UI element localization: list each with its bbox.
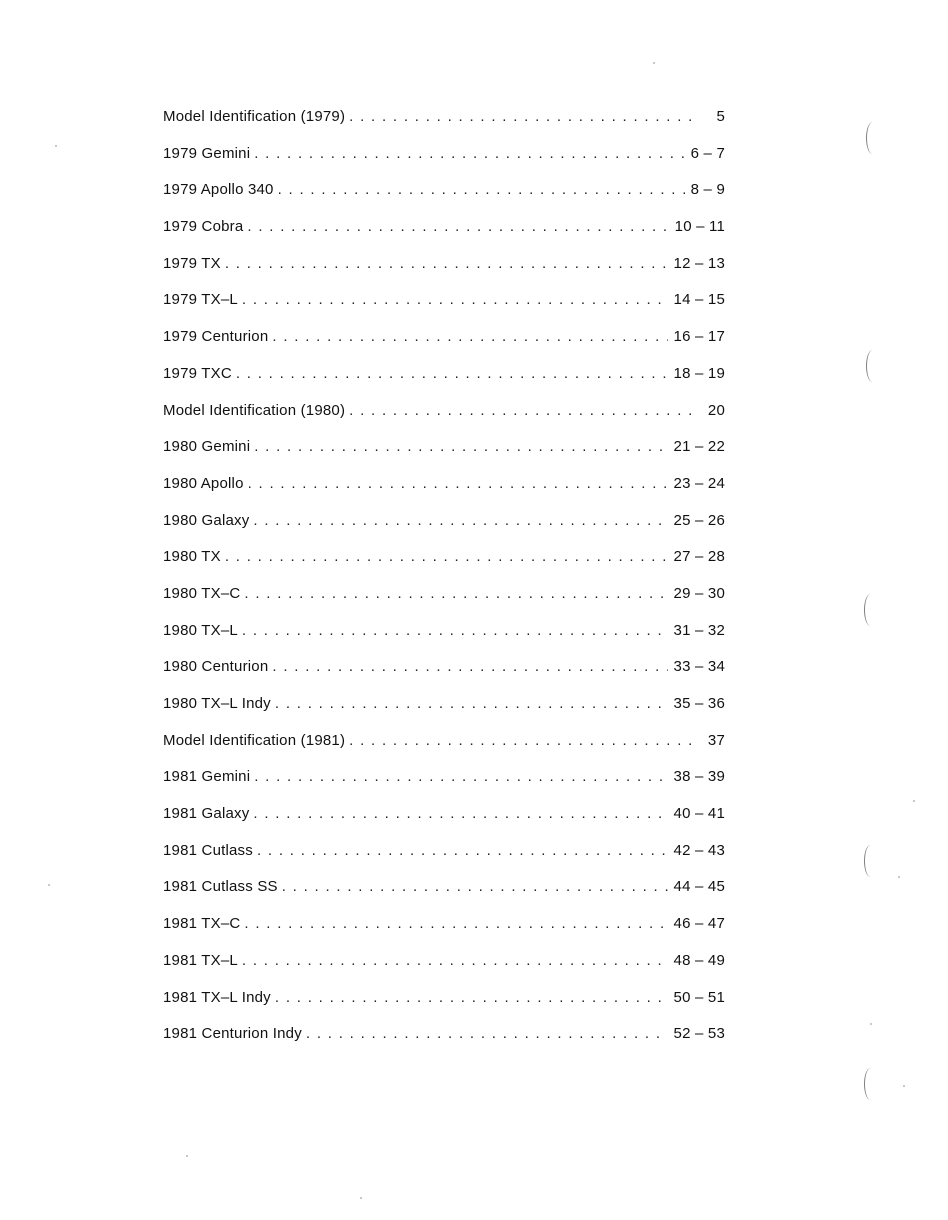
toc-entry-pages: 20 bbox=[707, 401, 725, 419]
toc-entry-title: 1979 Apollo 340 bbox=[163, 181, 274, 199]
toc-dot-leader bbox=[253, 805, 667, 822]
toc-dot-leader bbox=[244, 585, 667, 602]
toc-entry-pages: 33 – 34 bbox=[673, 658, 725, 676]
toc-entry bbox=[163, 291, 725, 328]
toc-entry bbox=[163, 989, 725, 1026]
toc-dot-leader bbox=[253, 512, 667, 529]
toc-entry bbox=[163, 842, 725, 879]
toc-entry-pages: 29 – 30 bbox=[673, 584, 725, 602]
toc-entry-title: 1981 TX–L Indy bbox=[163, 988, 271, 1006]
toc-entry-pages: 44 – 45 bbox=[673, 878, 725, 896]
toc-entry-pages: 12 – 13 bbox=[673, 254, 725, 272]
toc-dot-leader bbox=[282, 878, 668, 895]
toc-entry-title: 1980 Apollo bbox=[163, 474, 244, 492]
toc-entry-pages: 40 – 41 bbox=[673, 805, 725, 823]
toc-entry-title: 1980 TX–L Indy bbox=[163, 695, 271, 712]
scan-speck bbox=[653, 62, 655, 64]
toc-entry-title: Model Identification (1979) bbox=[163, 108, 346, 125]
toc-dot-leader bbox=[242, 952, 668, 969]
toc-entry bbox=[163, 915, 725, 952]
toc-entry bbox=[163, 768, 725, 805]
toc-entry bbox=[163, 512, 725, 549]
toc-entry-title: 1980 Centurion bbox=[163, 658, 269, 676]
toc-entry-title: 1981 TX–L bbox=[163, 951, 238, 969]
toc-entry bbox=[163, 1025, 725, 1062]
toc-dot-leader bbox=[275, 695, 668, 712]
toc-dot-leader bbox=[248, 475, 668, 492]
scan-speck bbox=[903, 1085, 905, 1087]
toc-entry bbox=[163, 548, 725, 585]
punch-hole-mark bbox=[866, 350, 879, 382]
toc-entry bbox=[163, 695, 725, 732]
toc-entry-pages: 14 – 15 bbox=[673, 291, 725, 309]
toc-entry bbox=[163, 438, 725, 475]
toc-entry bbox=[163, 805, 725, 842]
toc-entry bbox=[163, 622, 725, 659]
toc-dot-leader bbox=[278, 181, 685, 198]
toc-entry-title: 1981 Gemini bbox=[163, 768, 251, 786]
toc-entry-title: 1979 Gemini bbox=[163, 144, 251, 162]
toc-entry-title: 1980 Gemini bbox=[163, 438, 251, 456]
toc-dot-leader bbox=[349, 402, 699, 419]
punch-hole-mark bbox=[864, 845, 877, 877]
toc-dot-leader bbox=[272, 658, 667, 675]
toc-entry-title: 1979 Cobra bbox=[163, 218, 244, 236]
toc-entry-pages: 31 – 32 bbox=[673, 621, 725, 639]
toc-entry-pages: 50 – 51 bbox=[673, 988, 725, 1006]
scan-speck bbox=[48, 884, 50, 886]
scan-speck bbox=[870, 1023, 872, 1025]
toc-dot-leader bbox=[254, 768, 667, 785]
punch-hole-mark bbox=[864, 594, 877, 626]
toc-dot-leader bbox=[272, 328, 667, 345]
toc-dot-leader bbox=[225, 548, 668, 565]
toc-dot-leader bbox=[349, 108, 699, 125]
toc-entry-pages: 27 – 28 bbox=[673, 548, 725, 566]
toc-entry-title: 1981 TX–C bbox=[163, 915, 241, 933]
toc-entry bbox=[163, 218, 725, 255]
scan-speck bbox=[913, 800, 915, 802]
toc-dot-leader bbox=[349, 732, 699, 749]
toc-entry-title: 1981 Cutlass bbox=[163, 841, 253, 859]
toc-entry-pages: 46 – 47 bbox=[673, 915, 725, 933]
toc-entry bbox=[163, 475, 725, 512]
toc-dot-leader bbox=[275, 989, 668, 1006]
toc-entry bbox=[163, 878, 725, 915]
toc-dot-leader bbox=[242, 291, 668, 308]
toc-entry bbox=[163, 145, 725, 182]
toc-dot-leader bbox=[242, 622, 668, 639]
toc-entry-title: 1979 TX–L bbox=[163, 291, 238, 309]
toc-entry-title: 1979 TX bbox=[163, 254, 221, 272]
toc-dot-leader bbox=[225, 255, 668, 272]
toc-entry-pages: 18 – 19 bbox=[673, 364, 725, 382]
toc-entry bbox=[163, 585, 725, 622]
toc-entry-pages: 37 bbox=[707, 731, 725, 749]
toc-entry-title: 1981 Galaxy bbox=[163, 805, 250, 823]
toc-entry-title: 1979 Centurion bbox=[163, 328, 269, 346]
toc-entry-pages: 38 – 39 bbox=[673, 768, 725, 786]
toc-entry bbox=[163, 732, 725, 769]
toc-entry-title: Model Identification (1980) bbox=[163, 401, 346, 419]
toc-entry bbox=[163, 952, 725, 989]
toc-entry-title: 1980 Galaxy bbox=[163, 511, 250, 529]
toc-dot-leader bbox=[257, 842, 668, 859]
toc-entry-title: 1981 Centurion Indy bbox=[163, 1025, 302, 1043]
punch-hole-mark bbox=[866, 122, 879, 154]
toc-entry-pages: 42 – 43 bbox=[673, 841, 725, 859]
table-of-contents bbox=[163, 108, 725, 1062]
toc-entry bbox=[163, 658, 725, 695]
toc-entry-pages: 52 – 53 bbox=[673, 1025, 725, 1043]
toc-entry-pages: 25 – 26 bbox=[673, 511, 725, 529]
scan-speck bbox=[360, 1197, 362, 1199]
toc-entry-pages: 10 – 11 bbox=[674, 218, 725, 236]
toc-dot-leader bbox=[254, 438, 667, 455]
toc-dot-leader bbox=[306, 1025, 668, 1042]
toc-entry-title: 1980 TX bbox=[163, 548, 221, 566]
toc-entry-pages: 16 – 17 bbox=[673, 328, 725, 346]
toc-entry-pages: 23 – 24 bbox=[673, 474, 725, 492]
toc-entry bbox=[163, 402, 725, 439]
toc-entry bbox=[163, 328, 725, 365]
toc-entry-pages: 5 bbox=[716, 108, 725, 125]
toc-entry bbox=[163, 181, 725, 218]
toc-entry-title: 1980 TX–L bbox=[163, 621, 238, 639]
toc-entry-pages: 48 – 49 bbox=[673, 951, 725, 969]
toc-entry-title: 1979 TXC bbox=[163, 364, 232, 382]
toc-entry-pages: 8 – 9 bbox=[690, 181, 725, 199]
toc-entry bbox=[163, 108, 725, 145]
scan-speck bbox=[186, 1155, 188, 1157]
toc-entry-pages: 35 – 36 bbox=[673, 695, 725, 712]
toc-entry bbox=[163, 255, 725, 292]
toc-entry-title: 1981 Cutlass SS bbox=[163, 878, 278, 896]
toc-entry-title: Model Identification (1981) bbox=[163, 731, 346, 749]
toc-dot-leader bbox=[244, 915, 667, 932]
toc-dot-leader bbox=[247, 218, 668, 235]
punch-hole-mark bbox=[864, 1068, 877, 1100]
toc-dot-leader bbox=[236, 365, 668, 382]
toc-entry-title: 1980 TX–C bbox=[163, 584, 241, 602]
scan-speck bbox=[55, 145, 57, 147]
toc-entry-pages: 21 – 22 bbox=[673, 438, 725, 456]
scan-speck bbox=[898, 876, 900, 878]
toc-dot-leader bbox=[254, 145, 684, 162]
toc-entry-pages: 6 – 7 bbox=[690, 144, 725, 162]
toc-entry bbox=[163, 365, 725, 402]
